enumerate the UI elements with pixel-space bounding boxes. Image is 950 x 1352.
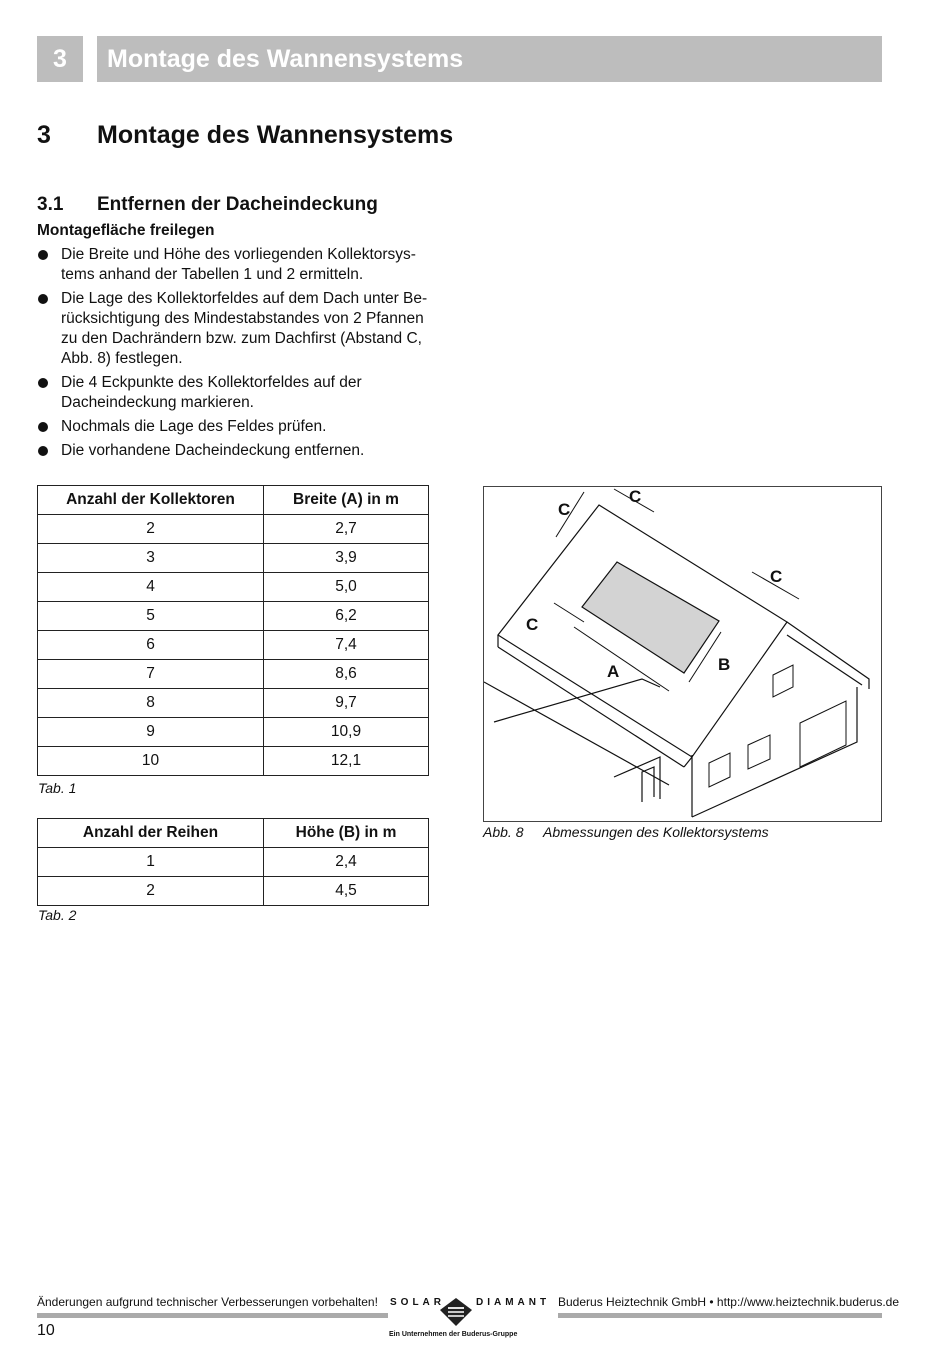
- list-item: Die 4 Eckpunkte des Kollektorfeldes auf der Dacheindeckung markieren.: [37, 373, 447, 413]
- figure-caption-number: Abb. 8: [483, 824, 524, 840]
- window: [773, 665, 793, 697]
- bullet-dot-icon: [38, 378, 48, 388]
- table-rows-height: [37, 818, 429, 906]
- logo-text-diamant: DIAMANT: [476, 1297, 551, 1308]
- page-number: 10: [37, 1322, 55, 1339]
- list-item: Die Breite und Höhe des vorliegenden Kollektorsys- tems anhand der Tabellen 1 und 2 ermitteln.: [37, 245, 447, 285]
- table-2-caption: Tab. 2: [38, 907, 77, 923]
- diamond-logo-icon: [440, 1298, 472, 1326]
- table-row: 6 7,4: [38, 631, 429, 660]
- table-header-row: [38, 819, 429, 848]
- list-item: Nochmals die Lage des Feldes prüfen.: [37, 417, 447, 437]
- subheading: Montagefläche freilegen: [37, 222, 215, 239]
- footer-rule-left: [37, 1313, 388, 1318]
- footer-rule-right: [558, 1313, 882, 1318]
- logo-text-solar: SOLAR: [390, 1297, 445, 1308]
- figure-caption: [483, 824, 769, 840]
- logo-subtitle: Ein Unternehmen der Buderus-Gruppe: [389, 1331, 518, 1338]
- bullet-dot-icon: [38, 446, 48, 456]
- table-collectors-width: [37, 485, 429, 776]
- window: [748, 735, 770, 769]
- footer-company: Buderus Heiztechnik GmbH • http://www.heiztechnik.buderus.de: [558, 1295, 900, 1309]
- label-c: C: [629, 487, 642, 506]
- footer-disclaimer: Änderungen aufgrund technischer Verbesserungen vorbehalten!: [37, 1295, 378, 1309]
- bullet-dot-icon: [38, 250, 48, 260]
- section-title: Entfernen der Dacheindeckung: [97, 194, 378, 215]
- table-row: 3 3,9: [38, 544, 429, 573]
- column-header: Anzahl der Kollektoren: [38, 486, 264, 515]
- bullet-list: [37, 245, 447, 465]
- list-item: Die vorhandene Dacheindeckung entfernen.: [37, 441, 447, 461]
- header-chapter-number: 3: [37, 36, 83, 82]
- header-chapter-title: Montage des Wannensystems: [97, 36, 882, 82]
- column-header: Anzahl der Reihen: [38, 819, 264, 848]
- figure-roof-diagram: [483, 486, 882, 822]
- table-row: 4 5,0: [38, 573, 429, 602]
- chapter-number: 3: [37, 121, 51, 149]
- roof-illustration: [484, 487, 881, 821]
- label-a: A: [607, 662, 620, 681]
- window: [709, 753, 730, 787]
- label-c: C: [526, 615, 539, 634]
- table-row: 9 10,9: [38, 718, 429, 747]
- bullet-dot-icon: [38, 294, 48, 304]
- column-header: Höhe (B) in m: [264, 819, 429, 848]
- section-number: 3.1: [37, 194, 64, 215]
- table-row: 1 2,4: [38, 848, 429, 877]
- column-header: Breite (A) in m: [264, 486, 429, 515]
- table-row: 2 2,7: [38, 515, 429, 544]
- label-b: B: [718, 655, 731, 674]
- label-c: C: [770, 567, 783, 586]
- table-row: 2 4,5: [38, 877, 429, 906]
- table-1-caption: Tab. 1: [38, 780, 77, 796]
- list-item: Die Lage des Kollektorfeldes auf dem Dach unter Be- rücksichtigung des Mindestabstandes von 2 Pfannen zu den Dachrändern bzw. zum Dachfirst (Abstand C, Abb. 8) festlegen.: [37, 289, 447, 369]
- label-c: C: [558, 500, 571, 519]
- chapter-title: Montage des Wannensystems: [97, 121, 454, 149]
- table-row: 5 6,2: [38, 602, 429, 631]
- bullet-dot-icon: [38, 422, 48, 432]
- table-row: 10 12,1: [38, 747, 429, 776]
- table-row: 7 8,6: [38, 660, 429, 689]
- table-row: 8 9,7: [38, 689, 429, 718]
- table-header-row: [38, 486, 429, 515]
- figure-caption-text: Abmessungen des Kollektorsystems: [543, 824, 769, 840]
